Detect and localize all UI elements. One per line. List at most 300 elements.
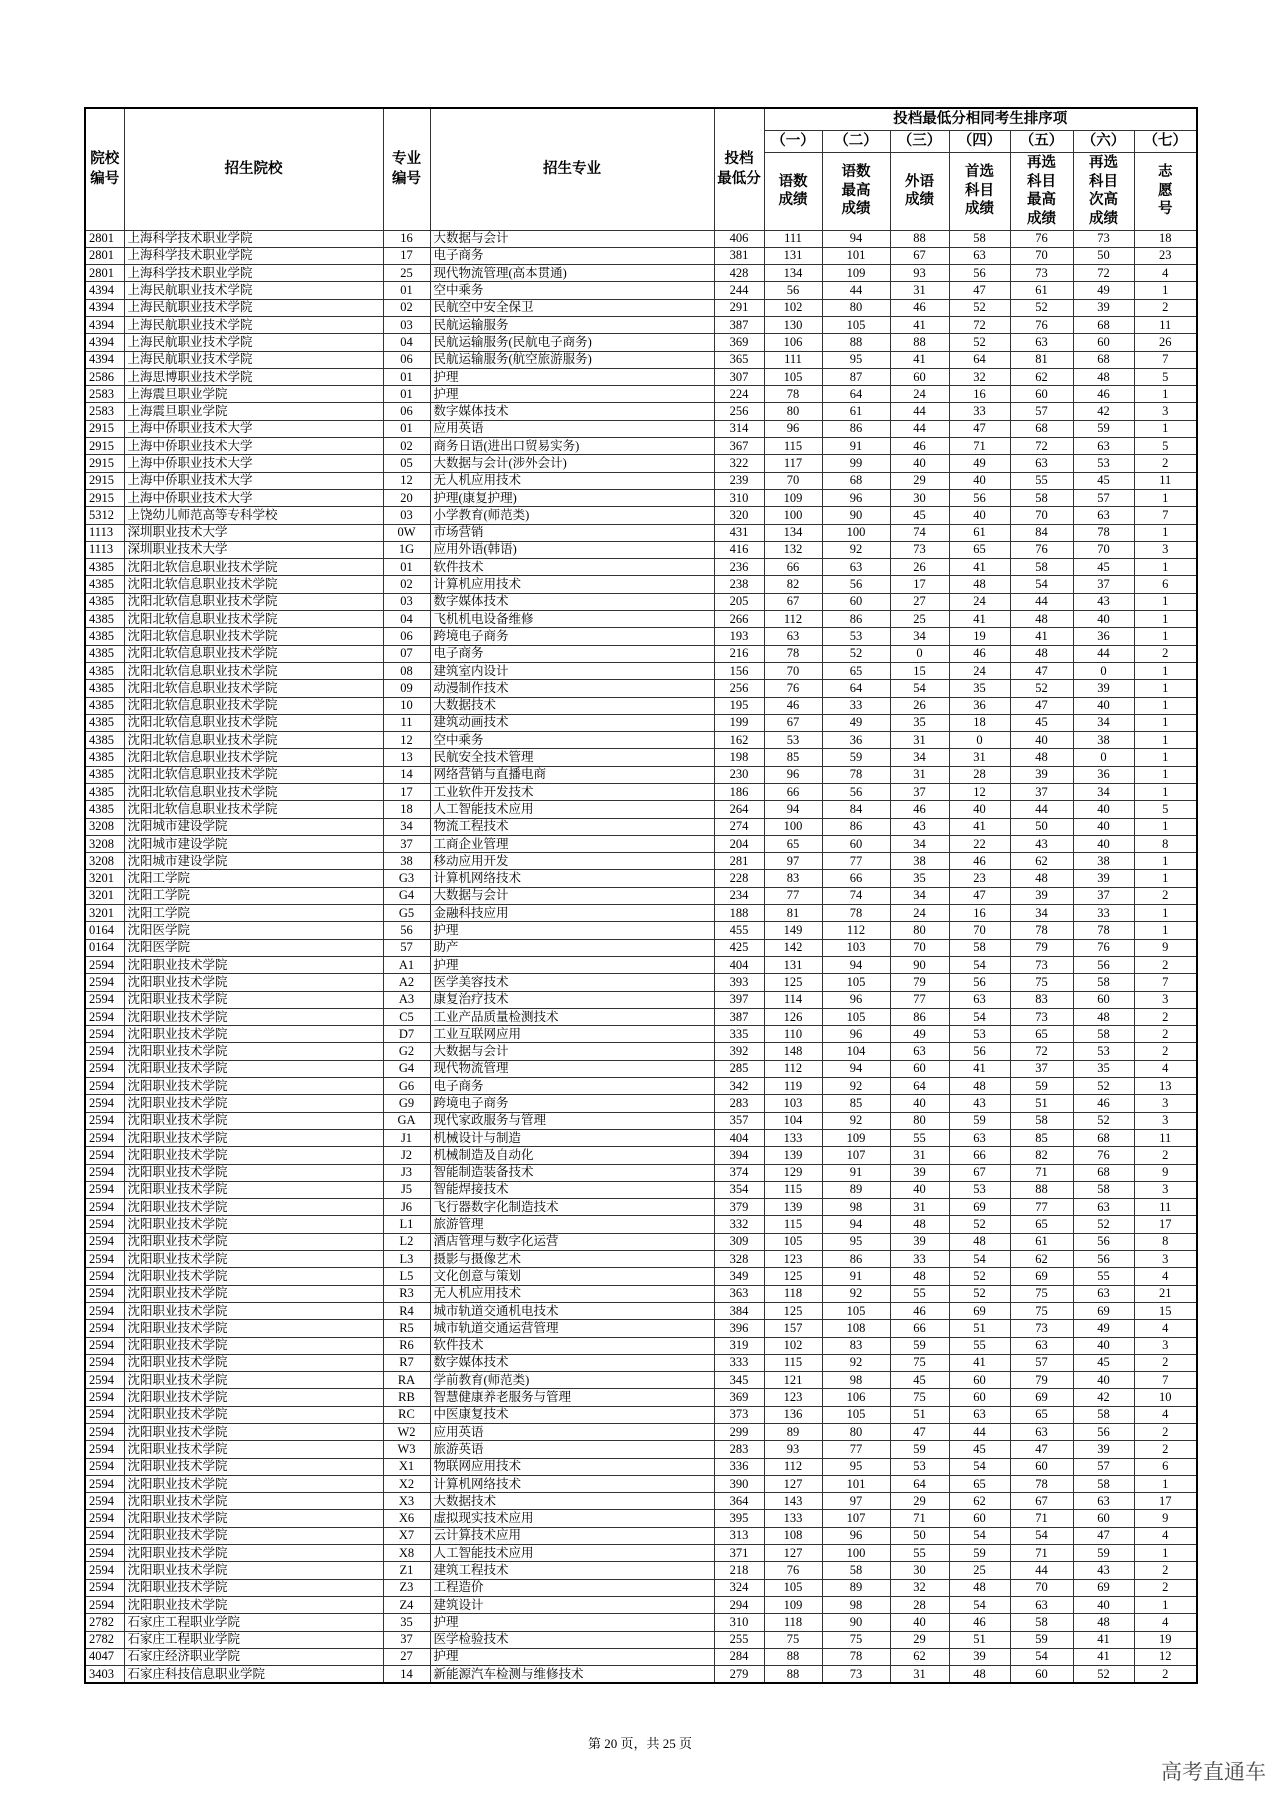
cell-foreign-language-score: 55 [890, 1129, 949, 1146]
cell-major-code: J3 [383, 1164, 430, 1181]
cell-first-choice-subject-score: 48 [949, 1078, 1010, 1095]
cell-chinese-math-max-score: 53 [822, 628, 890, 645]
cell-preference-number: 2 [1134, 956, 1197, 973]
cell-school-name: 上海中侨职业技术大学 [124, 438, 383, 455]
cell-chinese-math-max-score: 92 [822, 1078, 890, 1095]
cell-chinese-math-score: 112 [764, 1060, 822, 1077]
cell-major-name: 护理 [430, 368, 714, 385]
cell-chinese-math-score: 131 [764, 956, 822, 973]
cell-min-score: 379 [714, 1199, 764, 1216]
cell-foreign-language-score: 29 [890, 472, 949, 489]
cell-school-code: 4394 [85, 299, 124, 316]
cell-school-name: 沈阳职业技术学院 [124, 1579, 383, 1596]
cell-preference-number: 2 [1134, 1354, 1197, 1371]
cell-first-choice-subject-score: 53 [949, 1181, 1010, 1198]
cell-first-choice-subject-score: 58 [949, 230, 1010, 247]
cell-chinese-math-score: 149 [764, 922, 822, 939]
cell-foreign-language-score: 45 [890, 507, 949, 524]
header-elective-second-score: 再选科目次高成绩 [1089, 155, 1118, 227]
cell-school-name: 沈阳职业技术学院 [124, 1406, 383, 1423]
cell-major-code: 01 [383, 368, 430, 385]
cell-foreign-language-score: 48 [890, 1216, 949, 1233]
cell-major-code: W2 [383, 1423, 430, 1440]
cell-chinese-math-score: 134 [764, 265, 822, 282]
cell-chinese-math-score: 109 [764, 1596, 822, 1613]
cell-preference-number: 7 [1134, 351, 1197, 368]
cell-major-name: 计算机应用技术 [430, 576, 714, 593]
table-row [85, 1441, 1197, 1458]
cell-elective-max-score: 43 [1010, 835, 1073, 852]
cell-chinese-math-max-score: 74 [822, 887, 890, 904]
cell-school-code: 2915 [85, 438, 124, 455]
cell-chinese-math-score: 81 [764, 905, 822, 922]
cell-min-score: 392 [714, 1043, 764, 1060]
cell-major-name: 建筑动画技术 [430, 714, 714, 731]
cell-elective-second-score: 44 [1073, 645, 1134, 662]
cell-major-code: J2 [383, 1147, 430, 1164]
cell-first-choice-subject-score: 46 [949, 1614, 1010, 1631]
cell-min-score: 395 [714, 1510, 764, 1527]
cell-foreign-language-score: 39 [890, 1233, 949, 1250]
table-row [85, 697, 1197, 714]
cell-chinese-math-max-score: 91 [822, 1164, 890, 1181]
cell-first-choice-subject-score: 48 [949, 1233, 1010, 1250]
cell-school-code: 4385 [85, 611, 124, 628]
cell-preference-number: 1 [1134, 818, 1197, 835]
cell-elective-max-score: 75 [1010, 1302, 1073, 1319]
cell-preference-number: 26 [1134, 334, 1197, 351]
table-row [85, 1354, 1197, 1371]
table-row [85, 507, 1197, 524]
cell-preference-number: 1 [1134, 905, 1197, 922]
cell-elective-second-score: 68 [1073, 351, 1134, 368]
cell-min-score: 234 [714, 887, 764, 904]
cell-first-choice-subject-score: 63 [949, 1129, 1010, 1146]
cell-elective-second-score: 50 [1073, 247, 1134, 264]
cell-chinese-math-max-score: 90 [822, 507, 890, 524]
cell-major-name: 文化创意与策划 [430, 1268, 714, 1285]
cell-elective-max-score: 59 [1010, 1078, 1073, 1095]
header-tiebreak-index-5: （五） [1010, 130, 1073, 152]
cell-major-code: G9 [383, 1095, 430, 1112]
cell-first-choice-subject-score: 51 [949, 1631, 1010, 1648]
cell-elective-max-score: 63 [1010, 334, 1073, 351]
cell-chinese-math-max-score: 56 [822, 576, 890, 593]
cell-min-score: 313 [714, 1527, 764, 1544]
cell-first-choice-subject-score: 56 [949, 1043, 1010, 1060]
cell-foreign-language-score: 31 [890, 1666, 949, 1683]
cell-chinese-math-max-score: 75 [822, 1631, 890, 1648]
cell-min-score: 274 [714, 818, 764, 835]
cell-min-score: 322 [714, 455, 764, 472]
cell-elective-second-score: 40 [1073, 697, 1134, 714]
cell-school-name: 沈阳北软信息职业技术学院 [124, 714, 383, 731]
cell-major-code: 13 [383, 749, 430, 766]
cell-chinese-math-score: 97 [764, 853, 822, 870]
cell-preference-number: 11 [1134, 1129, 1197, 1146]
cell-min-score: 285 [714, 1060, 764, 1077]
table-row [85, 1648, 1197, 1665]
table-row [85, 1164, 1197, 1181]
cell-chinese-math-max-score: 77 [822, 853, 890, 870]
table-row [85, 732, 1197, 749]
cell-chinese-math-max-score: 95 [822, 1233, 890, 1250]
cell-chinese-math-score: 130 [764, 316, 822, 333]
cell-elective-second-score: 60 [1073, 991, 1134, 1008]
cell-first-choice-subject-score: 61 [949, 524, 1010, 541]
cell-school-code: 4385 [85, 662, 124, 679]
cell-major-name: 电子商务 [430, 645, 714, 662]
table-row [85, 1233, 1197, 1250]
cell-foreign-language-score: 31 [890, 766, 949, 783]
cell-foreign-language-score: 60 [890, 1060, 949, 1077]
table-row [85, 974, 1197, 991]
cell-elective-max-score: 44 [1010, 801, 1073, 818]
cell-first-choice-subject-score: 36 [949, 697, 1010, 714]
cell-min-score: 310 [714, 489, 764, 506]
header-min-score-line-1: 投档 [724, 151, 754, 168]
cell-min-score: 198 [714, 749, 764, 766]
table-row [85, 265, 1197, 282]
table-row [85, 611, 1197, 628]
cell-elective-second-score: 40 [1073, 1337, 1134, 1354]
cell-major-code: G6 [383, 1078, 430, 1095]
cell-preference-number: 4 [1134, 1320, 1197, 1337]
cell-first-choice-subject-score: 54 [949, 956, 1010, 973]
cell-preference-number: 2 [1134, 887, 1197, 904]
table-row [85, 1147, 1197, 1164]
cell-foreign-language-score: 25 [890, 611, 949, 628]
cell-major-name: 摄影与摄像艺术 [430, 1251, 714, 1268]
cell-first-choice-subject-score: 39 [949, 1648, 1010, 1665]
cell-elective-second-score: 52 [1073, 1216, 1134, 1233]
cell-chinese-math-score: 78 [764, 645, 822, 662]
cell-school-code: 4385 [85, 593, 124, 610]
cell-chinese-math-max-score: 95 [822, 351, 890, 368]
cell-elective-max-score: 75 [1010, 974, 1073, 991]
cell-school-name: 石家庄工程职业学院 [124, 1614, 383, 1631]
cell-preference-number: 2 [1134, 1008, 1197, 1025]
cell-elective-second-score: 38 [1073, 732, 1134, 749]
cell-first-choice-subject-score: 12 [949, 784, 1010, 801]
cell-elective-max-score: 63 [1010, 1596, 1073, 1613]
cell-school-code: 1113 [85, 541, 124, 558]
cell-preference-number: 1 [1134, 662, 1197, 679]
cell-foreign-language-score: 37 [890, 784, 949, 801]
cell-first-choice-subject-score: 66 [949, 1147, 1010, 1164]
cell-foreign-language-score: 26 [890, 559, 949, 576]
cell-major-name: 护理 [430, 922, 714, 939]
cell-preference-number: 9 [1134, 1164, 1197, 1181]
cell-chinese-math-score: 125 [764, 1268, 822, 1285]
cell-major-name: 酒店管理与数字化运营 [430, 1233, 714, 1250]
table-row [85, 749, 1197, 766]
cell-chinese-math-score: 143 [764, 1493, 822, 1510]
cell-major-name: 机械制造及自动化 [430, 1147, 714, 1164]
cell-school-code: 4394 [85, 351, 124, 368]
cell-major-code: 03 [383, 593, 430, 610]
cell-min-score: 319 [714, 1337, 764, 1354]
cell-school-name: 上海民航职业技术学院 [124, 299, 383, 316]
cell-school-name: 沈阳医学院 [124, 922, 383, 939]
cell-min-score: 431 [714, 524, 764, 541]
cell-first-choice-subject-score: 52 [949, 1216, 1010, 1233]
cell-elective-second-score: 56 [1073, 1233, 1134, 1250]
cell-school-name: 沈阳职业技术学院 [124, 1562, 383, 1579]
cell-elective-second-score: 59 [1073, 420, 1134, 437]
cell-foreign-language-score: 88 [890, 230, 949, 247]
cell-foreign-language-score: 15 [890, 662, 949, 679]
cell-chinese-math-score: 100 [764, 818, 822, 835]
cell-major-name: 中医康复技术 [430, 1406, 714, 1423]
cell-elective-second-score: 63 [1073, 438, 1134, 455]
cell-first-choice-subject-score: 40 [949, 472, 1010, 489]
cell-major-code: G3 [383, 870, 430, 887]
cell-major-code: L1 [383, 1216, 430, 1233]
table-row [85, 1631, 1197, 1648]
cell-foreign-language-score: 71 [890, 1510, 949, 1527]
cell-chinese-math-score: 133 [764, 1129, 822, 1146]
cell-elective-second-score: 0 [1073, 749, 1134, 766]
cell-major-code: RB [383, 1389, 430, 1406]
cell-chinese-math-max-score: 98 [822, 1372, 890, 1389]
cell-chinese-math-score: 115 [764, 1216, 822, 1233]
cell-elective-max-score: 82 [1010, 1147, 1073, 1164]
cell-elective-max-score: 78 [1010, 922, 1073, 939]
header-tiebreak-label-2 [822, 152, 890, 230]
cell-first-choice-subject-score: 54 [949, 1596, 1010, 1613]
header-school-code [85, 108, 124, 230]
cell-first-choice-subject-score: 16 [949, 905, 1010, 922]
cell-major-code: A1 [383, 956, 430, 973]
cell-first-choice-subject-score: 19 [949, 628, 1010, 645]
cell-preference-number: 18 [1134, 230, 1197, 247]
cell-foreign-language-score: 38 [890, 853, 949, 870]
cell-elective-second-score: 52 [1073, 1666, 1134, 1683]
table-row [85, 334, 1197, 351]
cell-major-name: 电子商务 [430, 1078, 714, 1095]
table-row [85, 853, 1197, 870]
cell-foreign-language-score: 59 [890, 1441, 949, 1458]
cell-major-code: 37 [383, 1631, 430, 1648]
cell-first-choice-subject-score: 49 [949, 455, 1010, 472]
cell-preference-number: 2 [1134, 455, 1197, 472]
table-row [85, 680, 1197, 697]
cell-min-score: 384 [714, 1302, 764, 1319]
cell-elective-second-score: 78 [1073, 524, 1134, 541]
cell-elective-max-score: 69 [1010, 1389, 1073, 1406]
cell-school-code: 2915 [85, 420, 124, 437]
cell-major-code: A3 [383, 991, 430, 1008]
cell-min-score: 255 [714, 1631, 764, 1648]
cell-min-score: 455 [714, 922, 764, 939]
cell-chinese-math-max-score: 105 [822, 1302, 890, 1319]
cell-preference-number: 2 [1134, 1423, 1197, 1440]
cell-chinese-math-max-score: 77 [822, 1441, 890, 1458]
cell-foreign-language-score: 40 [890, 1614, 949, 1631]
cell-chinese-math-score: 157 [764, 1320, 822, 1337]
cell-elective-second-score: 43 [1073, 593, 1134, 610]
cell-major-name: 城市轨道交通运营管理 [430, 1320, 714, 1337]
cell-foreign-language-score: 40 [890, 455, 949, 472]
cell-elective-second-score: 56 [1073, 956, 1134, 973]
cell-foreign-language-score: 34 [890, 835, 949, 852]
table-row [85, 1043, 1197, 1060]
cell-preference-number: 4 [1134, 1614, 1197, 1631]
cell-chinese-math-score: 118 [764, 1285, 822, 1302]
cell-elective-max-score: 63 [1010, 1423, 1073, 1440]
cell-school-code: 2594 [85, 1545, 124, 1562]
cell-foreign-language-score: 31 [890, 1147, 949, 1164]
cell-school-name: 沈阳城市建设学院 [124, 835, 383, 852]
cell-first-choice-subject-score: 52 [949, 1285, 1010, 1302]
cell-elective-second-score: 56 [1073, 1251, 1134, 1268]
cell-major-code: J6 [383, 1199, 430, 1216]
cell-elective-max-score: 68 [1010, 420, 1073, 437]
cell-first-choice-subject-score: 32 [949, 368, 1010, 385]
cell-first-choice-subject-score: 56 [949, 265, 1010, 282]
cell-school-name: 沈阳北软信息职业技术学院 [124, 645, 383, 662]
cell-chinese-math-max-score: 107 [822, 1510, 890, 1527]
cell-major-code: 14 [383, 1666, 430, 1683]
cell-min-score: 186 [714, 784, 764, 801]
cell-chinese-math-max-score: 109 [822, 1129, 890, 1146]
cell-foreign-language-score: 28 [890, 1596, 949, 1613]
cell-school-code: 2594 [85, 1458, 124, 1475]
cell-first-choice-subject-score: 23 [949, 870, 1010, 887]
table-row [85, 1579, 1197, 1596]
cell-major-code: X2 [383, 1475, 430, 1492]
cell-school-code: 2594 [85, 1423, 124, 1440]
cell-foreign-language-score: 45 [890, 1372, 949, 1389]
header-tiebreak-index-1: （一） [764, 130, 822, 152]
cell-elective-second-score: 42 [1073, 1389, 1134, 1406]
cell-elective-second-score: 39 [1073, 870, 1134, 887]
cell-elective-max-score: 78 [1010, 1475, 1073, 1492]
cell-first-choice-subject-score: 60 [949, 1389, 1010, 1406]
cell-elective-max-score: 58 [1010, 1112, 1073, 1129]
cell-elective-second-score: 63 [1073, 507, 1134, 524]
cell-elective-max-score: 77 [1010, 1199, 1073, 1216]
cell-chinese-math-score: 123 [764, 1251, 822, 1268]
cell-school-code: 2594 [85, 1441, 124, 1458]
cell-elective-max-score: 81 [1010, 351, 1073, 368]
cell-major-code: RA [383, 1372, 430, 1389]
cell-major-code: 57 [383, 939, 430, 956]
cell-min-score: 335 [714, 1026, 764, 1043]
cell-elective-max-score: 61 [1010, 282, 1073, 299]
cell-elective-second-score: 69 [1073, 1579, 1134, 1596]
cell-school-code: 4385 [85, 801, 124, 818]
cell-foreign-language-score: 55 [890, 1285, 949, 1302]
table-row [85, 541, 1197, 558]
cell-major-code: 06 [383, 351, 430, 368]
cell-first-choice-subject-score: 70 [949, 922, 1010, 939]
table-row [85, 1527, 1197, 1544]
cell-school-name: 上海震旦职业学院 [124, 386, 383, 403]
cell-major-name: 应用英语 [430, 1423, 714, 1440]
cell-major-name: 新能源汽车检测与维修技术 [430, 1666, 714, 1683]
cell-school-code: 2782 [85, 1614, 124, 1631]
cell-school-code: 4385 [85, 559, 124, 576]
cell-min-score: 336 [714, 1458, 764, 1475]
cell-first-choice-subject-score: 65 [949, 1475, 1010, 1492]
table-row [85, 784, 1197, 801]
cell-chinese-math-max-score: 103 [822, 939, 890, 956]
cell-preference-number: 1 [1134, 922, 1197, 939]
cell-school-name: 深圳职业技术大学 [124, 541, 383, 558]
cell-major-code: 02 [383, 576, 430, 593]
cell-preference-number: 1 [1134, 489, 1197, 506]
cell-elective-second-score: 42 [1073, 403, 1134, 420]
cell-foreign-language-score: 80 [890, 922, 949, 939]
cell-chinese-math-score: 112 [764, 611, 822, 628]
table-row [85, 230, 1197, 247]
cell-min-score: 294 [714, 1596, 764, 1613]
cell-chinese-math-max-score: 83 [822, 1337, 890, 1354]
cell-elective-max-score: 69 [1010, 1268, 1073, 1285]
table-row [85, 1458, 1197, 1475]
cell-school-code: 2594 [85, 1527, 124, 1544]
cell-elective-second-score: 63 [1073, 1493, 1134, 1510]
cell-school-code: 0164 [85, 922, 124, 939]
cell-elective-max-score: 65 [1010, 1026, 1073, 1043]
cell-chinese-math-score: 102 [764, 1337, 822, 1354]
cell-elective-max-score: 76 [1010, 541, 1073, 558]
cell-min-score: 328 [714, 1251, 764, 1268]
cell-first-choice-subject-score: 18 [949, 714, 1010, 731]
cell-school-code: 2594 [85, 1078, 124, 1095]
cell-elective-second-score: 47 [1073, 1527, 1134, 1544]
cell-elective-second-score: 35 [1073, 1060, 1134, 1077]
cell-elective-max-score: 60 [1010, 1458, 1073, 1475]
cell-foreign-language-score: 59 [890, 1337, 949, 1354]
cell-major-code: 14 [383, 766, 430, 783]
header-tiebreak-label-1 [764, 152, 822, 230]
cell-elective-second-score: 36 [1073, 628, 1134, 645]
cell-school-code: 2594 [85, 1233, 124, 1250]
cell-school-code: 3208 [85, 835, 124, 852]
table-row [85, 1078, 1197, 1095]
cell-school-code: 3208 [85, 853, 124, 870]
cell-elective-max-score: 47 [1010, 1441, 1073, 1458]
cell-elective-second-score: 40 [1073, 1372, 1134, 1389]
header-chinese-math-max-score: 语数最高成绩 [841, 164, 871, 218]
cell-min-score: 416 [714, 541, 764, 558]
cell-foreign-language-score: 46 [890, 438, 949, 455]
cell-school-name: 沈阳职业技术学院 [124, 1233, 383, 1250]
cell-foreign-language-score: 86 [890, 1008, 949, 1025]
cell-major-name: 大数据与会计 [430, 1043, 714, 1060]
cell-major-name: 软件技术 [430, 1337, 714, 1354]
table-row [85, 576, 1197, 593]
cell-school-name: 沈阳职业技术学院 [124, 1285, 383, 1302]
cell-major-code: 56 [383, 922, 430, 939]
cell-first-choice-subject-score: 47 [949, 282, 1010, 299]
cell-preference-number: 2 [1134, 1043, 1197, 1060]
cell-major-name: 民航运输服务(航空旅游服务) [430, 351, 714, 368]
cell-school-name: 沈阳医学院 [124, 939, 383, 956]
table-row [85, 818, 1197, 835]
cell-school-code: 2915 [85, 472, 124, 489]
cell-foreign-language-score: 67 [890, 247, 949, 264]
cell-school-code: 2594 [85, 1596, 124, 1613]
cell-major-name: 飞机机电设备维修 [430, 611, 714, 628]
cell-school-code: 2583 [85, 386, 124, 403]
cell-first-choice-subject-score: 63 [949, 1406, 1010, 1423]
cell-chinese-math-score: 93 [764, 1441, 822, 1458]
cell-foreign-language-score: 35 [890, 714, 949, 731]
